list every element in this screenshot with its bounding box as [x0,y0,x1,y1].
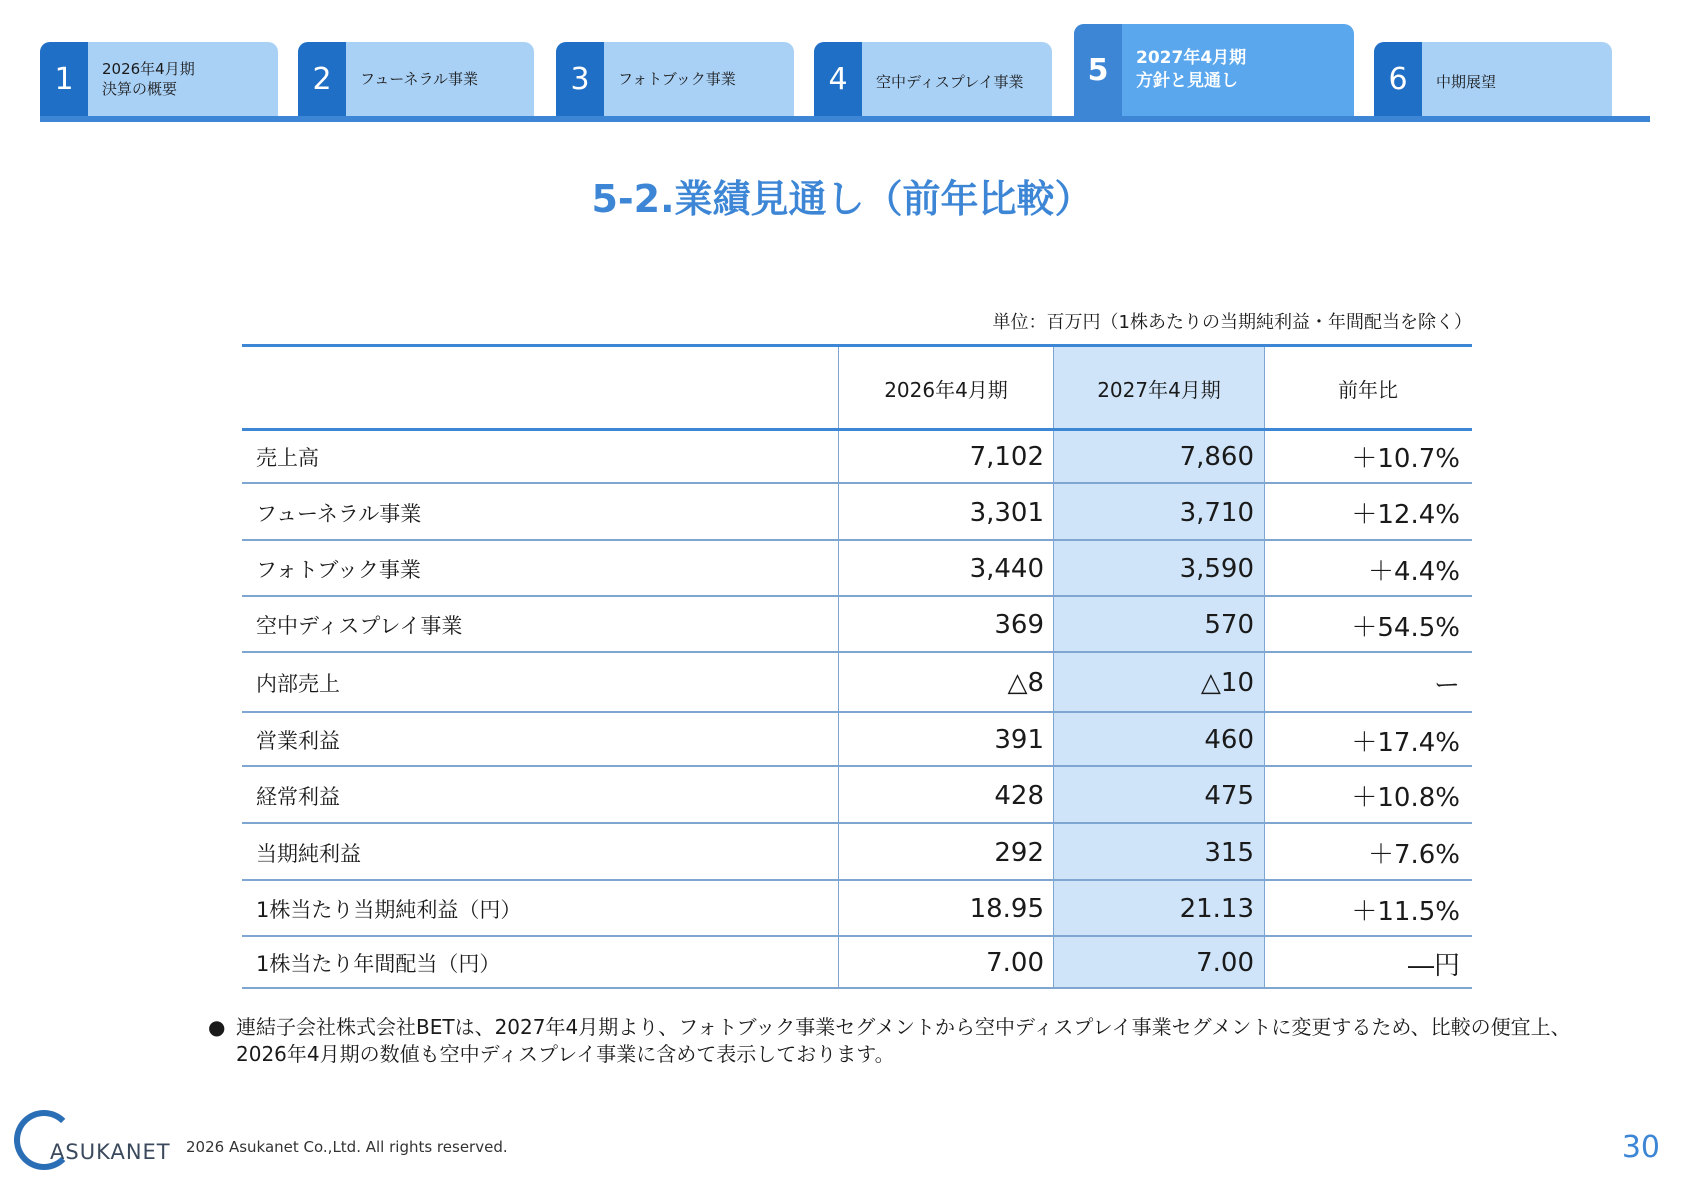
value-2026: 369 [994,610,1044,640]
footnote-text: 連結子会社株式会社BETは、2027年4月期より、フォトブック事業セグメントから空中ディスプレイ事業セグメントに変更するため、比較の便宜上、2026年4月期の数値も空中ディスプレイ事業に含めて表示しております。 [236,1015,1571,1066]
tab-label-line2: 方針と見通し [1136,71,1238,91]
tab-number: 6 [1374,42,1422,116]
section-tabs [40,0,1650,122]
table-row [242,713,1472,767]
page-title: 5-2.業績見通し（前年比較） [591,177,1093,221]
tab-label-line1: 中期展望 [1436,73,1497,91]
value-yoy: ―円 [1407,950,1460,981]
value-2027: 21.13 [1179,894,1254,924]
row-label: 1株当たり年間配当（円） [256,952,501,976]
value-2026: 428 [994,780,1044,811]
tab-6[interactable] [1374,42,1612,116]
row-label: フューネラル事業 [256,501,422,526]
value-2027: 570 [1204,610,1254,640]
value-2027: 475 [1204,780,1254,811]
value-2026: 7.00 [986,948,1044,978]
row-rule [242,987,1472,989]
value-yoy: ＋7.6% [1367,840,1460,870]
row-label: 当期純利益 [256,841,361,866]
value-2027: 460 [1204,725,1254,755]
value-2026: △8 [1007,668,1044,698]
tab-label-line1: フォトブック事業 [618,70,736,88]
logo-text: ASUKANET [50,1140,171,1164]
tab-3[interactable] [556,42,794,116]
value-yoy: ＋17.4% [1351,727,1460,758]
tab-number: 5 [1074,24,1122,116]
company-logo [14,1110,171,1174]
row-label: 経常利益 [256,784,340,809]
value-yoy: ＋10.8% [1351,783,1460,813]
value-2026: 3,301 [969,497,1044,528]
value-2026: 292 [994,837,1044,868]
tab-label-line1: 2027年4月期 [1136,48,1247,68]
copyright: 2026 Asukanet Co.,Ltd. All rights reserved. [186,1138,508,1156]
table-row [242,597,1472,653]
tab-label-line1: フューネラル事業 [360,70,479,88]
value-yoy: ＋12.4% [1351,500,1460,530]
value-2027: 315 [1204,837,1254,868]
value-yoy: ＋10.7% [1351,444,1460,474]
row-label: 営業利益 [256,729,340,753]
table-row [242,937,1472,989]
tab-2[interactable] [298,42,534,116]
value-2026: 18.95 [969,894,1044,924]
row-label: 売上高 [256,445,319,470]
value-yoy: ＋4.4% [1367,556,1460,587]
table-row [242,767,1472,824]
table-row [242,484,1472,541]
value-2027: 7.00 [1196,948,1254,978]
tab-number: 2 [298,42,346,116]
tab-label-line1: 空中ディスプレイ事業 [876,73,1024,91]
value-2027: △10 [1200,668,1254,698]
unit-note: 単位：百万円（1株あたりの当期純利益・年間配当を除く） [992,312,1472,333]
table-row [242,541,1472,597]
header-2027: 2027年4月期 [1097,377,1221,402]
value-2027: 3,710 [1179,497,1254,528]
tab-number: 3 [556,42,604,116]
tab-number: 4 [814,42,862,116]
tab-1[interactable] [40,42,278,116]
bullet-icon: ● [208,1015,226,1039]
value-yoy: ＋54.5% [1351,612,1460,643]
tab-label-line1: 2026年4月期 [102,60,195,78]
tab-label-line2: 決算の概要 [102,80,178,98]
tab-5-active[interactable] [1074,24,1354,116]
value-yoy: ＋11.5% [1351,896,1460,927]
tab-number: 1 [40,42,88,116]
value-2027: 3,590 [1179,554,1254,584]
row-label: フォトブック事業 [256,558,421,582]
table-row [242,824,1472,881]
page-number: 30 [1621,1130,1660,1165]
table-row [242,429,1472,484]
table-row [242,653,1472,713]
tab-underline [40,116,1650,122]
value-2026: 391 [994,725,1044,755]
row-label: 1株当たり当期純利益（円） [256,898,522,922]
value-yoy: ー [1433,670,1460,701]
row-label: 空中ディスプレイ事業 [256,614,463,638]
value-2026: 3,440 [969,554,1044,584]
header-yoy: 前年比 [1338,377,1398,402]
header-2026: 2026年4月期 [884,377,1008,402]
row-label: 内部売上 [256,672,340,696]
table-header [242,347,1472,429]
table-row [242,881,1472,937]
value-2027: 7,860 [1179,441,1254,472]
value-2026: 7,102 [969,441,1044,472]
tab-4[interactable] [814,42,1052,116]
